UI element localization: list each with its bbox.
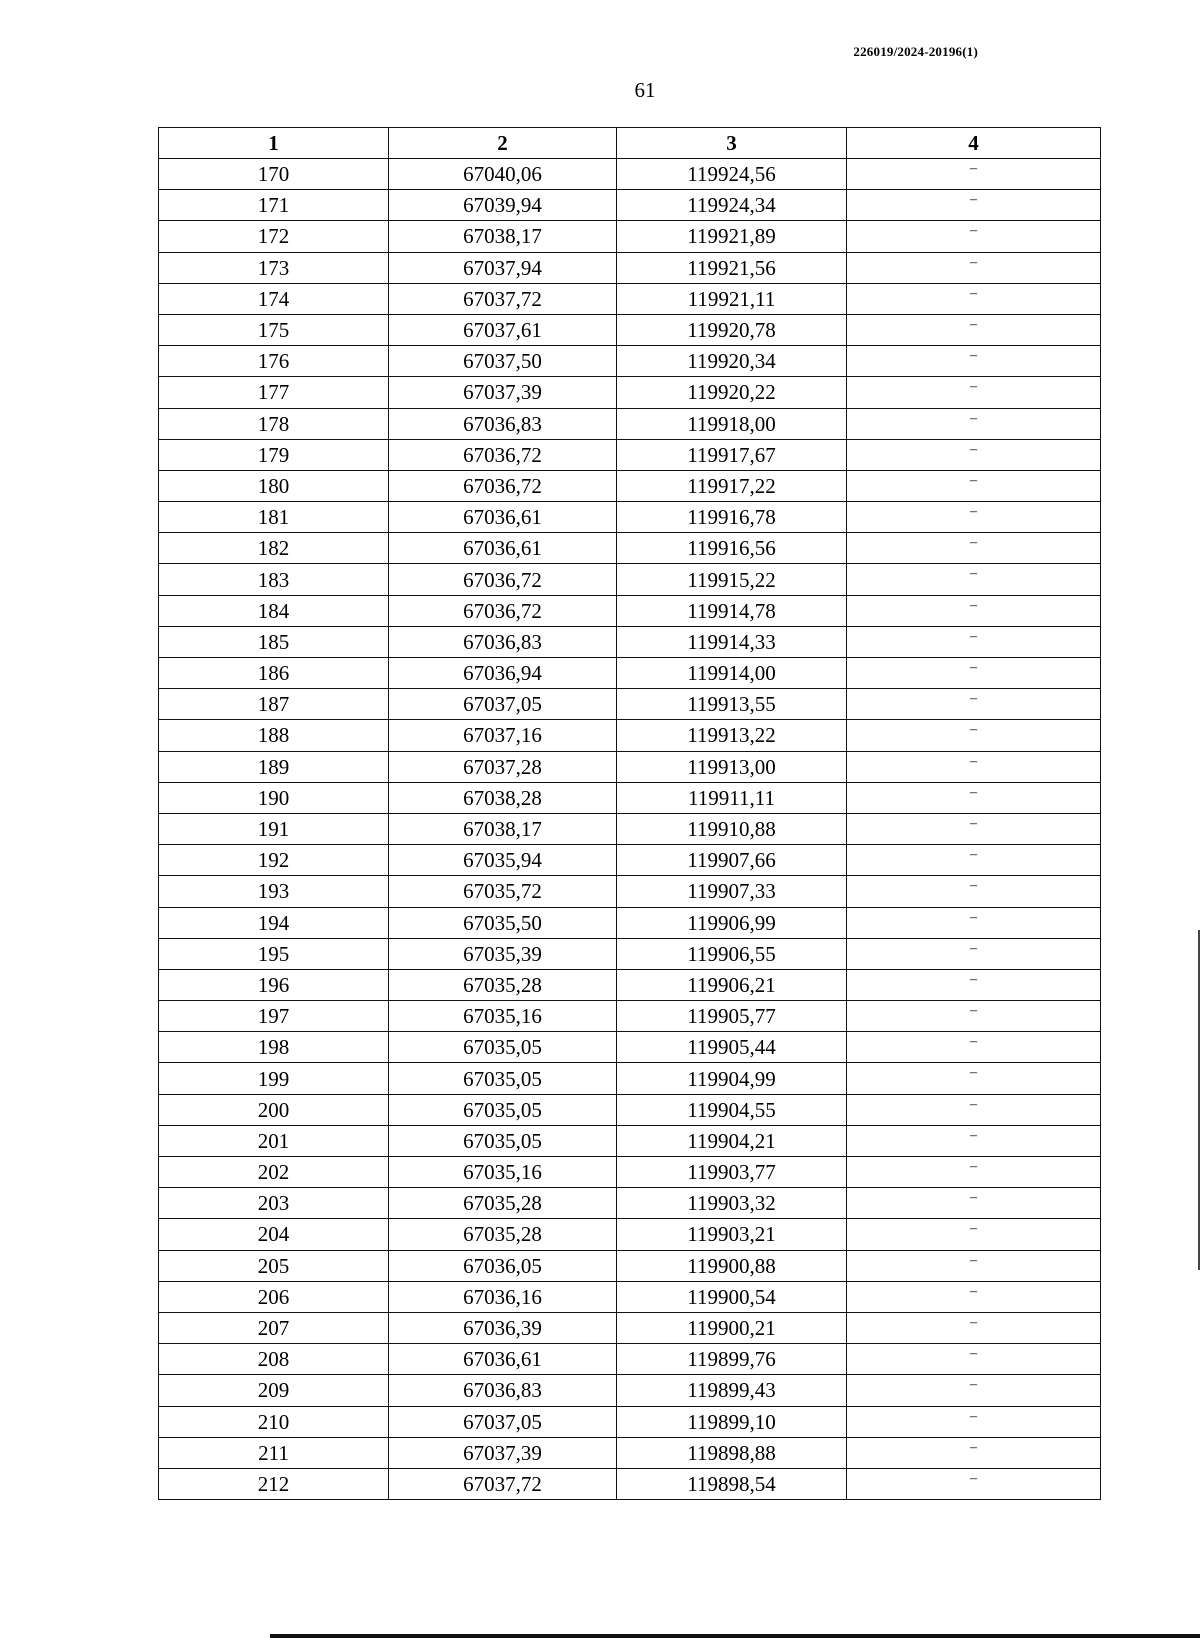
x-coordinate-cell: 67035,50 bbox=[389, 907, 617, 938]
table-row bbox=[159, 845, 1101, 876]
x-coordinate-cell: 67035,05 bbox=[389, 1125, 617, 1156]
x-coordinate-cell: 67037,16 bbox=[389, 720, 617, 751]
table-header bbox=[159, 128, 1101, 159]
x-coordinate-cell: 67035,05 bbox=[389, 1063, 617, 1094]
table-row bbox=[159, 1406, 1101, 1437]
point-number-cell: 183 bbox=[159, 564, 389, 595]
note-cell: – bbox=[847, 1344, 1101, 1375]
point-number-cell: 211 bbox=[159, 1437, 389, 1468]
y-coordinate-cell: 119920,22 bbox=[617, 377, 847, 408]
x-coordinate-cell: 67036,16 bbox=[389, 1281, 617, 1312]
point-number-cell: 191 bbox=[159, 813, 389, 844]
x-coordinate-cell: 67035,72 bbox=[389, 876, 617, 907]
y-coordinate-cell: 119913,55 bbox=[617, 689, 847, 720]
point-number-cell: 198 bbox=[159, 1032, 389, 1063]
table-row bbox=[159, 439, 1101, 470]
note-cell: – bbox=[847, 439, 1101, 470]
point-number-cell: 184 bbox=[159, 595, 389, 626]
note-cell: – bbox=[847, 782, 1101, 813]
x-coordinate-cell: 67037,72 bbox=[389, 1468, 617, 1499]
point-number-cell: 180 bbox=[159, 470, 389, 501]
point-number-cell: 201 bbox=[159, 1125, 389, 1156]
page-number: 61 bbox=[634, 78, 656, 102]
note-cell: – bbox=[847, 876, 1101, 907]
note-cell: – bbox=[847, 1437, 1101, 1468]
table-row bbox=[159, 969, 1101, 1000]
point-number-cell: 190 bbox=[159, 782, 389, 813]
coordinates-table bbox=[158, 127, 1101, 1500]
table-row bbox=[159, 470, 1101, 501]
x-coordinate-cell: 67037,39 bbox=[389, 377, 617, 408]
y-coordinate-cell: 119915,22 bbox=[617, 564, 847, 595]
point-number-cell: 208 bbox=[159, 1344, 389, 1375]
note-cell: – bbox=[847, 720, 1101, 751]
point-number-cell: 200 bbox=[159, 1094, 389, 1125]
x-coordinate-cell: 67035,94 bbox=[389, 845, 617, 876]
note-cell: – bbox=[847, 159, 1101, 190]
table-row bbox=[159, 1219, 1101, 1250]
document-number: 226019/2024-20196(1) bbox=[853, 44, 978, 59]
x-coordinate-cell: 67035,28 bbox=[389, 1188, 617, 1219]
y-coordinate-cell: 119921,11 bbox=[617, 283, 847, 314]
x-coordinate-cell: 67036,05 bbox=[389, 1250, 617, 1281]
y-coordinate-cell: 119906,55 bbox=[617, 938, 847, 969]
table-row bbox=[159, 938, 1101, 969]
y-coordinate-cell: 119905,44 bbox=[617, 1032, 847, 1063]
page-bottom-edge bbox=[270, 1634, 1200, 1638]
note-cell: – bbox=[847, 470, 1101, 501]
table-row bbox=[159, 782, 1101, 813]
x-coordinate-cell: 67035,39 bbox=[389, 938, 617, 969]
table-row bbox=[159, 720, 1101, 751]
y-coordinate-cell: 119904,99 bbox=[617, 1063, 847, 1094]
point-number-cell: 195 bbox=[159, 938, 389, 969]
x-coordinate-cell: 67035,05 bbox=[389, 1032, 617, 1063]
table-row bbox=[159, 1001, 1101, 1032]
point-number-cell: 185 bbox=[159, 626, 389, 657]
y-coordinate-cell: 119903,32 bbox=[617, 1188, 847, 1219]
coordinates-table-container bbox=[158, 127, 1100, 1500]
point-number-cell: 199 bbox=[159, 1063, 389, 1094]
y-coordinate-cell: 119914,00 bbox=[617, 658, 847, 689]
note-cell: – bbox=[847, 969, 1101, 1000]
point-number-cell: 207 bbox=[159, 1312, 389, 1343]
y-coordinate-cell: 119907,66 bbox=[617, 845, 847, 876]
note-cell: – bbox=[847, 813, 1101, 844]
table-row bbox=[159, 190, 1101, 221]
point-number-cell: 170 bbox=[159, 159, 389, 190]
x-coordinate-cell: 67038,28 bbox=[389, 782, 617, 813]
y-coordinate-cell: 119913,00 bbox=[617, 751, 847, 782]
note-cell: – bbox=[847, 1094, 1101, 1125]
point-number-cell: 196 bbox=[159, 969, 389, 1000]
point-number-cell: 172 bbox=[159, 221, 389, 252]
point-number-cell: 194 bbox=[159, 907, 389, 938]
x-coordinate-cell: 67036,83 bbox=[389, 1375, 617, 1406]
x-coordinate-cell: 67036,39 bbox=[389, 1312, 617, 1343]
x-coordinate-cell: 67036,83 bbox=[389, 626, 617, 657]
point-number-cell: 176 bbox=[159, 346, 389, 377]
x-coordinate-cell: 67035,16 bbox=[389, 1157, 617, 1188]
point-number-cell: 173 bbox=[159, 252, 389, 283]
note-cell: – bbox=[847, 502, 1101, 533]
point-number-cell: 206 bbox=[159, 1281, 389, 1312]
note-cell: – bbox=[847, 533, 1101, 564]
x-coordinate-cell: 67036,72 bbox=[389, 595, 617, 626]
y-coordinate-cell: 119903,21 bbox=[617, 1219, 847, 1250]
note-cell: – bbox=[847, 1219, 1101, 1250]
y-coordinate-cell: 119900,88 bbox=[617, 1250, 847, 1281]
point-number-cell: 189 bbox=[159, 751, 389, 782]
table-row bbox=[159, 502, 1101, 533]
point-number-cell: 187 bbox=[159, 689, 389, 720]
point-number-cell: 204 bbox=[159, 1219, 389, 1250]
note-cell: – bbox=[847, 1032, 1101, 1063]
table-row bbox=[159, 408, 1101, 439]
table-row bbox=[159, 658, 1101, 689]
table-row bbox=[159, 221, 1101, 252]
table-row bbox=[159, 1281, 1101, 1312]
table-row bbox=[159, 1437, 1101, 1468]
x-coordinate-cell: 67037,72 bbox=[389, 283, 617, 314]
y-coordinate-cell: 119921,56 bbox=[617, 252, 847, 283]
note-cell: – bbox=[847, 1188, 1101, 1219]
table-row bbox=[159, 1344, 1101, 1375]
column-header-2: 2 bbox=[389, 128, 617, 159]
table-row bbox=[159, 283, 1101, 314]
note-cell: – bbox=[847, 907, 1101, 938]
point-number-cell: 182 bbox=[159, 533, 389, 564]
note-cell: – bbox=[847, 751, 1101, 782]
note-cell: – bbox=[847, 845, 1101, 876]
table-row bbox=[159, 159, 1101, 190]
table-row bbox=[159, 1032, 1101, 1063]
y-coordinate-cell: 119906,21 bbox=[617, 969, 847, 1000]
table-row bbox=[159, 377, 1101, 408]
y-coordinate-cell: 119913,22 bbox=[617, 720, 847, 751]
y-coordinate-cell: 119906,99 bbox=[617, 907, 847, 938]
y-coordinate-cell: 119905,77 bbox=[617, 1001, 847, 1032]
x-coordinate-cell: 67035,05 bbox=[389, 1094, 617, 1125]
note-cell: – bbox=[847, 1063, 1101, 1094]
note-cell: – bbox=[847, 283, 1101, 314]
y-coordinate-cell: 119911,11 bbox=[617, 782, 847, 813]
x-coordinate-cell: 67035,16 bbox=[389, 1001, 617, 1032]
x-coordinate-cell: 67036,83 bbox=[389, 408, 617, 439]
table-row bbox=[159, 689, 1101, 720]
x-coordinate-cell: 67036,94 bbox=[389, 658, 617, 689]
x-coordinate-cell: 67037,50 bbox=[389, 346, 617, 377]
note-cell: – bbox=[847, 938, 1101, 969]
column-header-4: 4 bbox=[847, 128, 1101, 159]
point-number-cell: 202 bbox=[159, 1157, 389, 1188]
note-cell: – bbox=[847, 408, 1101, 439]
point-number-cell: 177 bbox=[159, 377, 389, 408]
table-row bbox=[159, 346, 1101, 377]
y-coordinate-cell: 119917,22 bbox=[617, 470, 847, 501]
table-row bbox=[159, 1063, 1101, 1094]
note-cell: – bbox=[847, 1125, 1101, 1156]
note-cell: – bbox=[847, 689, 1101, 720]
note-cell: – bbox=[847, 626, 1101, 657]
y-coordinate-cell: 119921,89 bbox=[617, 221, 847, 252]
table-row bbox=[159, 813, 1101, 844]
table-row bbox=[159, 564, 1101, 595]
table-row bbox=[159, 1312, 1101, 1343]
note-cell: – bbox=[847, 252, 1101, 283]
x-coordinate-cell: 67039,94 bbox=[389, 190, 617, 221]
note-cell: – bbox=[847, 190, 1101, 221]
y-coordinate-cell: 119904,55 bbox=[617, 1094, 847, 1125]
table-row bbox=[159, 595, 1101, 626]
y-coordinate-cell: 119920,78 bbox=[617, 314, 847, 345]
x-coordinate-cell: 67038,17 bbox=[389, 813, 617, 844]
y-coordinate-cell: 119924,34 bbox=[617, 190, 847, 221]
y-coordinate-cell: 119920,34 bbox=[617, 346, 847, 377]
column-header-3: 3 bbox=[617, 128, 847, 159]
note-cell: – bbox=[847, 1001, 1101, 1032]
y-coordinate-cell: 119916,56 bbox=[617, 533, 847, 564]
x-coordinate-cell: 67037,28 bbox=[389, 751, 617, 782]
point-number-cell: 178 bbox=[159, 408, 389, 439]
y-coordinate-cell: 119899,43 bbox=[617, 1375, 847, 1406]
x-coordinate-cell: 67035,28 bbox=[389, 1219, 617, 1250]
y-coordinate-cell: 119903,77 bbox=[617, 1157, 847, 1188]
y-coordinate-cell: 119900,54 bbox=[617, 1281, 847, 1312]
note-cell: – bbox=[847, 1250, 1101, 1281]
table-row bbox=[159, 876, 1101, 907]
x-coordinate-cell: 67037,39 bbox=[389, 1437, 617, 1468]
note-cell: – bbox=[847, 346, 1101, 377]
point-number-cell: 181 bbox=[159, 502, 389, 533]
x-coordinate-cell: 67036,61 bbox=[389, 502, 617, 533]
table-row bbox=[159, 907, 1101, 938]
table-row bbox=[159, 252, 1101, 283]
point-number-cell: 197 bbox=[159, 1001, 389, 1032]
table-row bbox=[159, 1468, 1101, 1499]
point-number-cell: 193 bbox=[159, 876, 389, 907]
y-coordinate-cell: 119899,10 bbox=[617, 1406, 847, 1437]
table-body bbox=[159, 159, 1101, 1500]
note-cell: – bbox=[847, 1281, 1101, 1312]
table-row bbox=[159, 1188, 1101, 1219]
x-coordinate-cell: 67037,94 bbox=[389, 252, 617, 283]
table-row bbox=[159, 533, 1101, 564]
y-coordinate-cell: 119917,67 bbox=[617, 439, 847, 470]
point-number-cell: 175 bbox=[159, 314, 389, 345]
note-cell: – bbox=[847, 1375, 1101, 1406]
x-coordinate-cell: 67036,72 bbox=[389, 439, 617, 470]
note-cell: – bbox=[847, 564, 1101, 595]
point-number-cell: 174 bbox=[159, 283, 389, 314]
x-coordinate-cell: 67037,05 bbox=[389, 689, 617, 720]
y-coordinate-cell: 119898,88 bbox=[617, 1437, 847, 1468]
y-coordinate-cell: 119907,33 bbox=[617, 876, 847, 907]
note-cell: – bbox=[847, 1468, 1101, 1499]
note-cell: – bbox=[847, 1312, 1101, 1343]
x-coordinate-cell: 67037,05 bbox=[389, 1406, 617, 1437]
x-coordinate-cell: 67038,17 bbox=[389, 221, 617, 252]
point-number-cell: 212 bbox=[159, 1468, 389, 1499]
y-coordinate-cell: 119910,88 bbox=[617, 813, 847, 844]
note-cell: – bbox=[847, 1406, 1101, 1437]
point-number-cell: 192 bbox=[159, 845, 389, 876]
y-coordinate-cell: 119900,21 bbox=[617, 1312, 847, 1343]
x-coordinate-cell: 67037,61 bbox=[389, 314, 617, 345]
y-coordinate-cell: 119898,54 bbox=[617, 1468, 847, 1499]
table-row bbox=[159, 626, 1101, 657]
note-cell: – bbox=[847, 377, 1101, 408]
x-coordinate-cell: 67035,28 bbox=[389, 969, 617, 1000]
point-number-cell: 188 bbox=[159, 720, 389, 751]
table-row bbox=[159, 1157, 1101, 1188]
note-cell: – bbox=[847, 658, 1101, 689]
y-coordinate-cell: 119916,78 bbox=[617, 502, 847, 533]
point-number-cell: 179 bbox=[159, 439, 389, 470]
y-coordinate-cell: 119914,33 bbox=[617, 626, 847, 657]
y-coordinate-cell: 119918,00 bbox=[617, 408, 847, 439]
table-row bbox=[159, 1375, 1101, 1406]
y-coordinate-cell: 119924,56 bbox=[617, 159, 847, 190]
point-number-cell: 186 bbox=[159, 658, 389, 689]
x-coordinate-cell: 67036,72 bbox=[389, 564, 617, 595]
x-coordinate-cell: 67036,61 bbox=[389, 533, 617, 564]
note-cell: – bbox=[847, 221, 1101, 252]
x-coordinate-cell: 67036,72 bbox=[389, 470, 617, 501]
note-cell: – bbox=[847, 595, 1101, 626]
column-header-1: 1 bbox=[159, 128, 389, 159]
point-number-cell: 210 bbox=[159, 1406, 389, 1437]
y-coordinate-cell: 119899,76 bbox=[617, 1344, 847, 1375]
table-header-row bbox=[159, 128, 1101, 159]
note-cell: – bbox=[847, 1157, 1101, 1188]
point-number-cell: 205 bbox=[159, 1250, 389, 1281]
table-row bbox=[159, 751, 1101, 782]
table-row bbox=[159, 314, 1101, 345]
x-coordinate-cell: 67036,61 bbox=[389, 1344, 617, 1375]
x-coordinate-cell: 67040,06 bbox=[389, 159, 617, 190]
table-row bbox=[159, 1250, 1101, 1281]
note-cell: – bbox=[847, 314, 1101, 345]
point-number-cell: 203 bbox=[159, 1188, 389, 1219]
y-coordinate-cell: 119904,21 bbox=[617, 1125, 847, 1156]
y-coordinate-cell: 119914,78 bbox=[617, 595, 847, 626]
table-row bbox=[159, 1125, 1101, 1156]
point-number-cell: 209 bbox=[159, 1375, 389, 1406]
point-number-cell: 171 bbox=[159, 190, 389, 221]
table-row bbox=[159, 1094, 1101, 1125]
